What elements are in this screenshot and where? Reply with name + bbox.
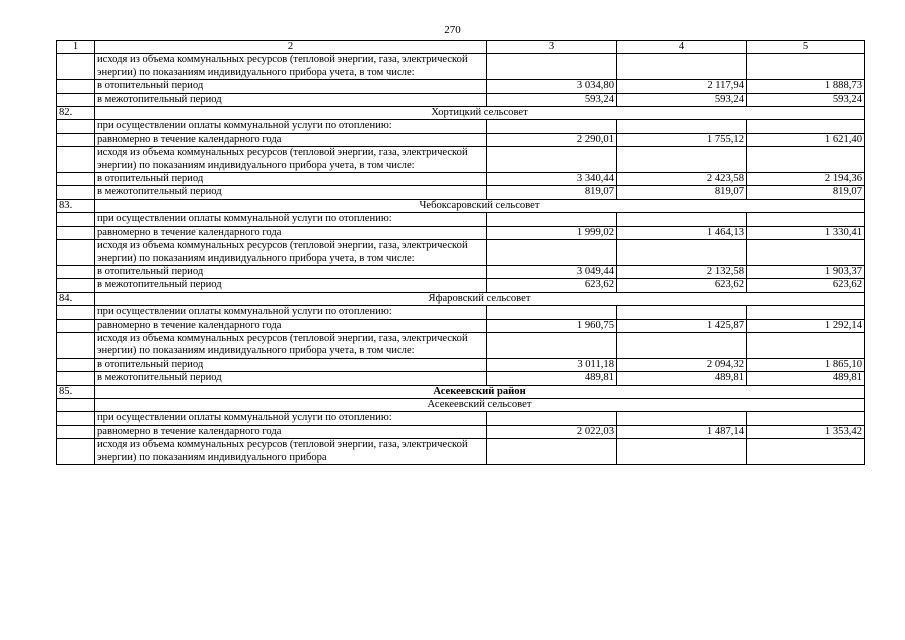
row-index xyxy=(57,213,95,226)
value-col-4 xyxy=(617,54,747,80)
row-index xyxy=(57,186,95,199)
value-col-3 xyxy=(487,332,617,358)
header-col-5: 5 xyxy=(747,41,865,54)
row-label: в отопительный период xyxy=(95,173,487,186)
value-col-3 xyxy=(487,306,617,319)
table-row xyxy=(57,133,865,146)
row-label: в межотопительный период xyxy=(95,93,487,106)
table-row xyxy=(57,372,865,385)
table-row xyxy=(57,385,865,398)
value-col-4: 819,07 xyxy=(617,186,747,199)
value-col-5 xyxy=(747,412,865,425)
value-col-4 xyxy=(617,147,747,173)
value-col-3 xyxy=(487,213,617,226)
value-col-5 xyxy=(747,147,865,173)
value-col-4: 1 464,13 xyxy=(617,226,747,239)
value-col-5: 2 194,36 xyxy=(747,173,865,186)
value-col-5: 1 621,40 xyxy=(747,133,865,146)
row-label: в межотопительный период xyxy=(95,279,487,292)
row-label: в отопительный период xyxy=(95,265,487,278)
table-row xyxy=(57,279,865,292)
row-label: исходя из объема коммунальных ресурсов (тепловой энергии, газа, электрической энергии) по показаниям индивидуального прибора учета, в том числе: xyxy=(95,240,487,266)
value-col-3 xyxy=(487,120,617,133)
value-col-5: 1 330,41 xyxy=(747,226,865,239)
value-col-4: 1 425,87 xyxy=(617,319,747,332)
value-col-4 xyxy=(617,240,747,266)
row-index: 82. xyxy=(57,107,95,120)
table-row xyxy=(57,292,865,305)
row-index xyxy=(57,439,95,465)
value-col-5: 1 888,73 xyxy=(747,80,865,93)
table-body xyxy=(57,54,865,465)
row-label: при осуществлении оплаты коммунальной услуги по отоплению: xyxy=(95,412,487,425)
value-col-4 xyxy=(617,120,747,133)
value-col-4 xyxy=(617,306,747,319)
row-label: в отопительный период xyxy=(95,358,487,371)
header-col-3: 3 xyxy=(487,41,617,54)
row-index: 83. xyxy=(57,199,95,212)
value-col-3: 623,62 xyxy=(487,279,617,292)
table-row xyxy=(57,306,865,319)
row-index xyxy=(57,425,95,438)
row-label: в межотопительный период xyxy=(95,372,487,385)
value-col-3: 489,81 xyxy=(487,372,617,385)
row-index xyxy=(57,226,95,239)
value-col-5: 1 353,42 xyxy=(747,425,865,438)
row-index xyxy=(57,306,95,319)
row-index xyxy=(57,319,95,332)
value-col-3: 3 011,18 xyxy=(487,358,617,371)
value-col-5: 593,24 xyxy=(747,93,865,106)
tariff-table xyxy=(56,40,865,465)
value-col-4: 489,81 xyxy=(617,372,747,385)
value-col-5 xyxy=(747,120,865,133)
row-index xyxy=(57,372,95,385)
row-index xyxy=(57,133,95,146)
value-col-5 xyxy=(747,439,865,465)
value-col-5 xyxy=(747,240,865,266)
table-row xyxy=(57,107,865,120)
header-col-4: 4 xyxy=(617,41,747,54)
table-header-row xyxy=(57,41,865,54)
value-col-4: 2 094,32 xyxy=(617,358,747,371)
table-row xyxy=(57,319,865,332)
table-row xyxy=(57,147,865,173)
table-row xyxy=(57,80,865,93)
row-label: равномерно в течение календарного года xyxy=(95,425,487,438)
value-col-3 xyxy=(487,412,617,425)
value-col-4: 2 132,58 xyxy=(617,265,747,278)
table-row xyxy=(57,240,865,266)
value-col-3: 1 960,75 xyxy=(487,319,617,332)
row-index: 84. xyxy=(57,292,95,305)
table-row xyxy=(57,213,865,226)
value-col-4: 623,62 xyxy=(617,279,747,292)
section-heading: Асекеевский сельсовет xyxy=(95,398,865,411)
value-col-4 xyxy=(617,213,747,226)
table-row xyxy=(57,425,865,438)
value-col-5: 1 903,37 xyxy=(747,265,865,278)
row-label: равномерно в течение календарного года xyxy=(95,133,487,146)
value-col-4: 2 117,94 xyxy=(617,80,747,93)
value-col-5 xyxy=(747,54,865,80)
value-col-4: 593,24 xyxy=(617,93,747,106)
table-row xyxy=(57,226,865,239)
value-col-3 xyxy=(487,54,617,80)
row-label: при осуществлении оплаты коммунальной услуги по отоплению: xyxy=(95,213,487,226)
page-number: 270 xyxy=(444,24,461,36)
value-col-4 xyxy=(617,332,747,358)
row-label: равномерно в течение календарного года xyxy=(95,319,487,332)
row-index xyxy=(57,147,95,173)
section-heading: Чебоксаровский сельсовет xyxy=(95,199,865,212)
row-label: при осуществлении оплаты коммунальной услуги по отоплению: xyxy=(95,306,487,319)
row-index xyxy=(57,398,95,411)
table-row xyxy=(57,54,865,80)
row-label: исходя из объема коммунальных ресурсов (тепловой энергии, газа, электрической энергии) по показаниям индивидуального прибора учета, в том числе: xyxy=(95,54,487,80)
value-col-5 xyxy=(747,306,865,319)
row-index xyxy=(57,120,95,133)
row-label: равномерно в течение календарного года xyxy=(95,226,487,239)
table-row xyxy=(57,439,865,465)
section-heading: Яфаровский сельсовет xyxy=(95,292,865,305)
value-col-4: 1 487,14 xyxy=(617,425,747,438)
value-col-5: 1 292,14 xyxy=(747,319,865,332)
value-col-3 xyxy=(487,240,617,266)
value-col-5: 1 865,10 xyxy=(747,358,865,371)
value-col-3: 1 999,02 xyxy=(487,226,617,239)
table-row xyxy=(57,120,865,133)
value-col-4: 2 423,58 xyxy=(617,173,747,186)
row-label: исходя из объема коммунальных ресурсов (тепловой энергии, газа, электрической энергии) по показаниям индивидуального прибора xyxy=(95,439,487,465)
row-index xyxy=(57,358,95,371)
table-row xyxy=(57,186,865,199)
table-row xyxy=(57,265,865,278)
value-col-3: 2 022,03 xyxy=(487,425,617,438)
row-index xyxy=(57,80,95,93)
row-index: 85. xyxy=(57,385,95,398)
row-index xyxy=(57,279,95,292)
table-row xyxy=(57,199,865,212)
row-label: исходя из объема коммунальных ресурсов (тепловой энергии, газа, электрической энергии) по показаниям индивидуального прибора учета, в том числе: xyxy=(95,147,487,173)
row-index xyxy=(57,240,95,266)
value-col-5 xyxy=(747,213,865,226)
value-col-4 xyxy=(617,439,747,465)
row-index xyxy=(57,54,95,80)
row-index xyxy=(57,173,95,186)
header-col-2: 2 xyxy=(95,41,487,54)
table-row xyxy=(57,398,865,411)
value-col-3: 819,07 xyxy=(487,186,617,199)
value-col-3: 2 290,01 xyxy=(487,133,617,146)
value-col-3: 3 049,44 xyxy=(487,265,617,278)
value-col-5: 623,62 xyxy=(747,279,865,292)
value-col-5: 819,07 xyxy=(747,186,865,199)
value-col-3 xyxy=(487,439,617,465)
value-col-3: 3 340,44 xyxy=(487,173,617,186)
region-heading: Асекеевский район xyxy=(95,385,865,398)
table-row xyxy=(57,93,865,106)
header-col-1: 1 xyxy=(57,41,95,54)
row-index xyxy=(57,332,95,358)
value-col-3: 593,24 xyxy=(487,93,617,106)
row-label: в межотопительный период xyxy=(95,186,487,199)
row-index xyxy=(57,412,95,425)
table-row xyxy=(57,173,865,186)
value-col-5 xyxy=(747,332,865,358)
table-row xyxy=(57,358,865,371)
value-col-3: 3 034,80 xyxy=(487,80,617,93)
row-index xyxy=(57,265,95,278)
value-col-5: 489,81 xyxy=(747,372,865,385)
row-label: в отопительный период xyxy=(95,80,487,93)
section-heading: Хортицкий сельсовет xyxy=(95,107,865,120)
value-col-4: 1 755,12 xyxy=(617,133,747,146)
table-row xyxy=(57,412,865,425)
row-index xyxy=(57,93,95,106)
value-col-4 xyxy=(617,412,747,425)
value-col-3 xyxy=(487,147,617,173)
table-row xyxy=(57,332,865,358)
row-label: при осуществлении оплаты коммунальной услуги по отоплению: xyxy=(95,120,487,133)
row-label: исходя из объема коммунальных ресурсов (тепловой энергии, газа, электрической энергии) по показаниям индивидуального прибора учета, в том числе: xyxy=(95,332,487,358)
